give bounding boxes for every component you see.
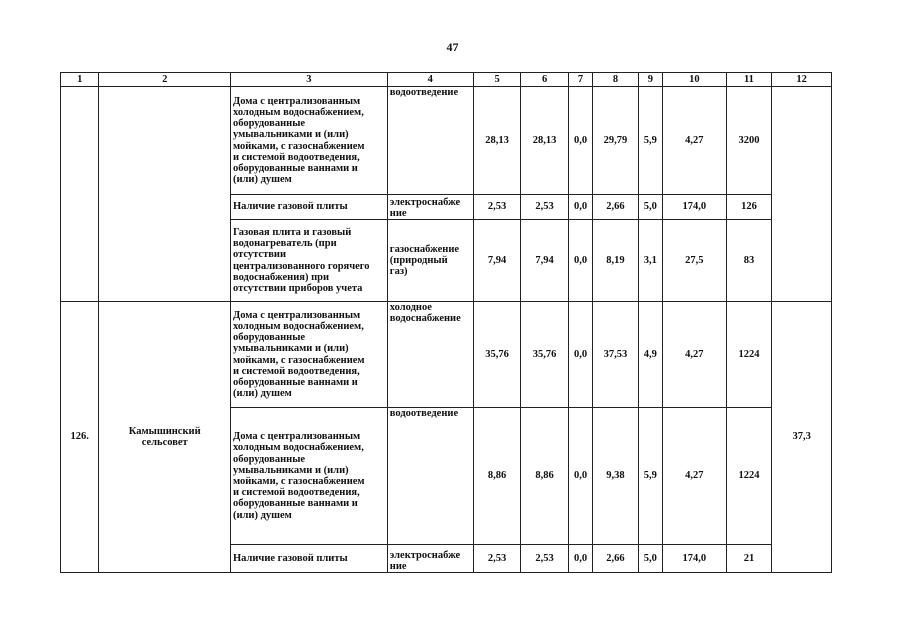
value-cell: 0,0	[568, 220, 592, 302]
value-cell: 0,0	[568, 302, 592, 408]
col12-value: 37,3	[772, 302, 832, 573]
category-cell: Дома с централизованным холодным водоснабжением, оборудованные умывальниками и (или) мойками, с газоснабжением и системой водоотведения, оборудованные ваннами и (или) душем	[230, 302, 387, 408]
value-cell: 1224	[726, 408, 772, 545]
header-cell: 8	[593, 73, 639, 87]
header-cell: 5	[473, 73, 521, 87]
value-cell: 4,9	[638, 302, 662, 408]
service-cell: водоотведение	[387, 408, 473, 545]
value-cell: 28,13	[473, 87, 521, 195]
value-cell: 8,86	[473, 408, 521, 545]
row-number-cell: 126.	[61, 302, 99, 573]
table-row	[61, 302, 832, 408]
value-cell: 5,0	[638, 195, 662, 220]
value-cell: 0,0	[568, 87, 592, 195]
category-cell: Дома с централизованным холодным водоснабжением, оборудованные умывальниками и (или) мойками, с газоснабжением и системой водоотведения, оборудованные ваннами и (или) душем	[230, 87, 387, 195]
value-cell: 37,53	[593, 302, 639, 408]
value-cell: 7,94	[473, 220, 521, 302]
value-cell: 0,0	[568, 545, 592, 573]
value-cell: 7,94	[521, 220, 569, 302]
header-cell: 1	[61, 73, 99, 87]
service-cell: электроснабже ние	[387, 195, 473, 220]
value-cell: 5,0	[638, 545, 662, 573]
service-cell: газоснабжение (природный газ)	[387, 220, 473, 302]
value-cell: 1224	[726, 302, 772, 408]
value-cell: 29,79	[593, 87, 639, 195]
value-cell: 2,66	[593, 195, 639, 220]
value-cell: 28,13	[521, 87, 569, 195]
header-cell: 11	[726, 73, 772, 87]
value-cell: 4,27	[662, 408, 726, 545]
service-cell: электроснабже ние	[387, 545, 473, 573]
value-cell: 2,53	[521, 195, 569, 220]
value-cell: 2,53	[521, 545, 569, 573]
value-cell: 5,9	[638, 408, 662, 545]
value-cell: 21	[726, 545, 772, 573]
value-cell: 126	[726, 195, 772, 220]
category-cell: Наличие газовой плиты	[230, 545, 387, 573]
tariff-table	[60, 72, 832, 573]
header-cell: 7	[568, 73, 592, 87]
service-cell: холодное водоснабжение	[387, 302, 473, 408]
value-cell: 0,0	[568, 195, 592, 220]
category-cell: Наличие газовой плиты	[230, 195, 387, 220]
value-cell: 4,27	[662, 87, 726, 195]
col12-cell	[772, 87, 832, 302]
value-cell: 174,0	[662, 545, 726, 573]
value-cell: 174,0	[662, 195, 726, 220]
header-cell: 2	[99, 73, 231, 87]
value-cell: 3200	[726, 87, 772, 195]
service-cell: водоотведение	[387, 87, 473, 195]
value-cell: 35,76	[473, 302, 521, 408]
category-cell: Дома с централизованным холодным водоснабжением, оборудованные умывальниками и (или) мойками, с газоснабжением и системой водоотведения, оборудованные ваннами и (или) душем	[230, 408, 387, 545]
value-cell: 4,27	[662, 302, 726, 408]
value-cell: 5,9	[638, 87, 662, 195]
value-cell: 27,5	[662, 220, 726, 302]
municipality-cell: Камышинский сельсовет	[99, 302, 231, 573]
municipality-cell	[99, 87, 231, 302]
table-row	[61, 87, 832, 195]
header-cell: 10	[662, 73, 726, 87]
value-cell: 2,66	[593, 545, 639, 573]
value-cell: 8,86	[521, 408, 569, 545]
header-cell: 9	[638, 73, 662, 87]
row-number-cell	[61, 87, 99, 302]
value-cell: 3,1	[638, 220, 662, 302]
value-cell: 2,53	[473, 195, 521, 220]
header-cell: 4	[387, 73, 473, 87]
value-cell: 35,76	[521, 302, 569, 408]
value-cell: 83	[726, 220, 772, 302]
value-cell: 8,19	[593, 220, 639, 302]
category-cell: Газовая плита и газовый водонагреватель (при отсутствии централизованного горячего водоснабжения) при отсутствии приборов учета	[230, 220, 387, 302]
value-cell: 9,38	[593, 408, 639, 545]
header-cell: 6	[521, 73, 569, 87]
header-cell: 12	[772, 73, 832, 87]
value-cell: 0,0	[568, 408, 592, 545]
header-row	[61, 73, 832, 87]
value-cell: 2,53	[473, 545, 521, 573]
page-number: 47	[446, 40, 459, 54]
header-cell: 3	[230, 73, 387, 87]
